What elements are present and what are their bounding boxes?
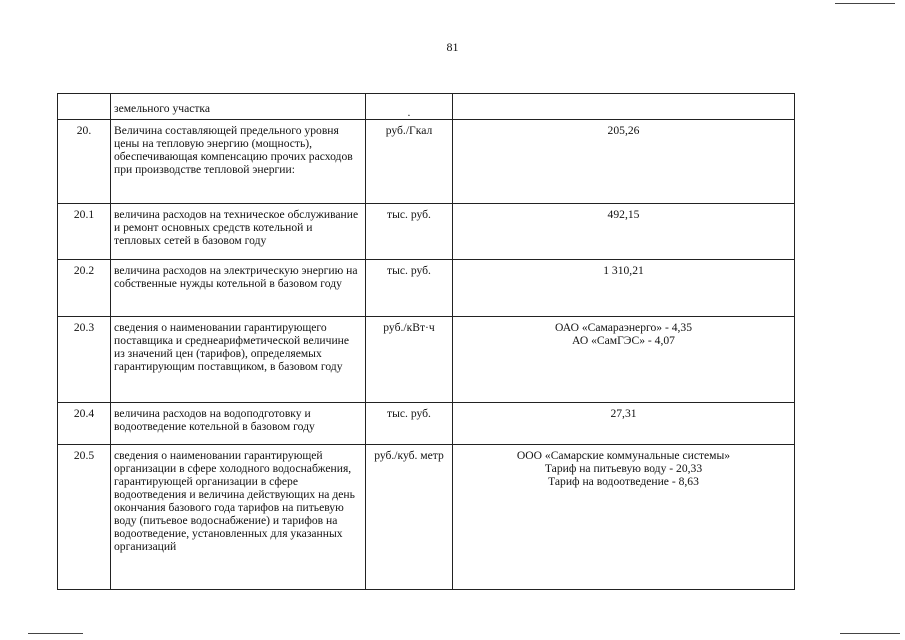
scan-edge-line-top-right — [835, 3, 895, 4]
row-value-cell — [453, 120, 795, 204]
row-description-cell: величина расходов на электрическую энергию на собственные нужды котельной в базовом году — [111, 260, 366, 317]
table-row — [58, 204, 795, 260]
row-number-cell: 20.5 — [58, 445, 111, 590]
row-number-cell: 20.3 — [58, 317, 111, 403]
row-description-cell: величина расходов на техническое обслуживание и ремонт основных средств котельной и тепловых сетей в базовом году — [111, 204, 366, 260]
row-number-cell: 20.4 — [58, 403, 111, 445]
row-value-cell — [453, 94, 795, 120]
value-line: 27,31 — [610, 407, 637, 420]
row-value-cell — [453, 260, 795, 317]
row-unit-cell: руб./Гкал — [366, 120, 453, 204]
row-number-cell — [58, 94, 111, 120]
row-value-cell — [453, 403, 795, 445]
value-line: ОАО «Самараэнерго» - 4,35 — [554, 321, 692, 334]
table-row — [58, 317, 795, 403]
value-line: 1 310,21 — [603, 264, 644, 277]
table-row — [58, 94, 795, 120]
value-line: АО «СамГЭС» - 4,07 — [572, 334, 675, 347]
page-number: 81 — [446, 40, 459, 54]
row-unit-cell: руб./куб. метр — [366, 445, 453, 590]
row-number-cell: 20.1 — [58, 204, 111, 260]
row-unit-cell: тыс. руб. — [366, 260, 453, 317]
row-description-cell: сведения о наименовании гарантирующего поставщика и среднеарифметической величине из значений цен (тарифов), определяемых гарантирующим поставщиком, в базовом году — [111, 317, 366, 403]
tariff-table — [57, 93, 795, 590]
row-value-cell — [453, 445, 795, 590]
row-value-cell — [453, 317, 795, 403]
value-line: 492,15 — [607, 208, 640, 221]
row-unit-cell: тыс. руб. — [366, 204, 453, 260]
value-line: Тариф на питьевую воду - 20,33 — [544, 462, 703, 475]
value-line: Тариф на водоотведение - 8,63 — [548, 475, 699, 488]
row-number-cell: 20.2 — [58, 260, 111, 317]
table-row — [58, 120, 795, 204]
scan-edge-line-bottom-right — [840, 633, 900, 634]
table-row — [58, 260, 795, 317]
row-unit-cell: . — [366, 94, 453, 120]
table-row — [58, 403, 795, 445]
row-description-cell: сведения о наименовании гарантирующей организации в сфере холодного водоснабжения, гарантирующей организации в сфере водоотведения и величина действующих на день окончания базового года тарифов на питьевую воду (питьевое водоснабжение) и тарифов на водоотведение, установленных для указанных организаций — [111, 445, 366, 590]
table-row — [58, 445, 795, 590]
value-line: 205,26 — [607, 124, 640, 137]
row-number-cell: 20. — [58, 120, 111, 204]
row-description-cell: Величина составляющей предельного уровня цены на тепловую энергию (мощность), обеспечивающая компенсацию прочих расходов при производстве тепловой энергии: — [111, 120, 366, 204]
row-description-cell: величина расходов на водоподготовку и водоотведение котельной в базовом году — [111, 403, 366, 445]
value-line: ООО «Самарские коммунальные системы» — [516, 449, 731, 462]
scan-edge-line-bottom-left — [28, 633, 83, 634]
row-description-cell: земельного участка — [111, 94, 366, 120]
row-unit-cell: тыс. руб. — [366, 403, 453, 445]
row-value-cell — [453, 204, 795, 260]
row-unit-cell: руб./кВт·ч — [366, 317, 453, 403]
